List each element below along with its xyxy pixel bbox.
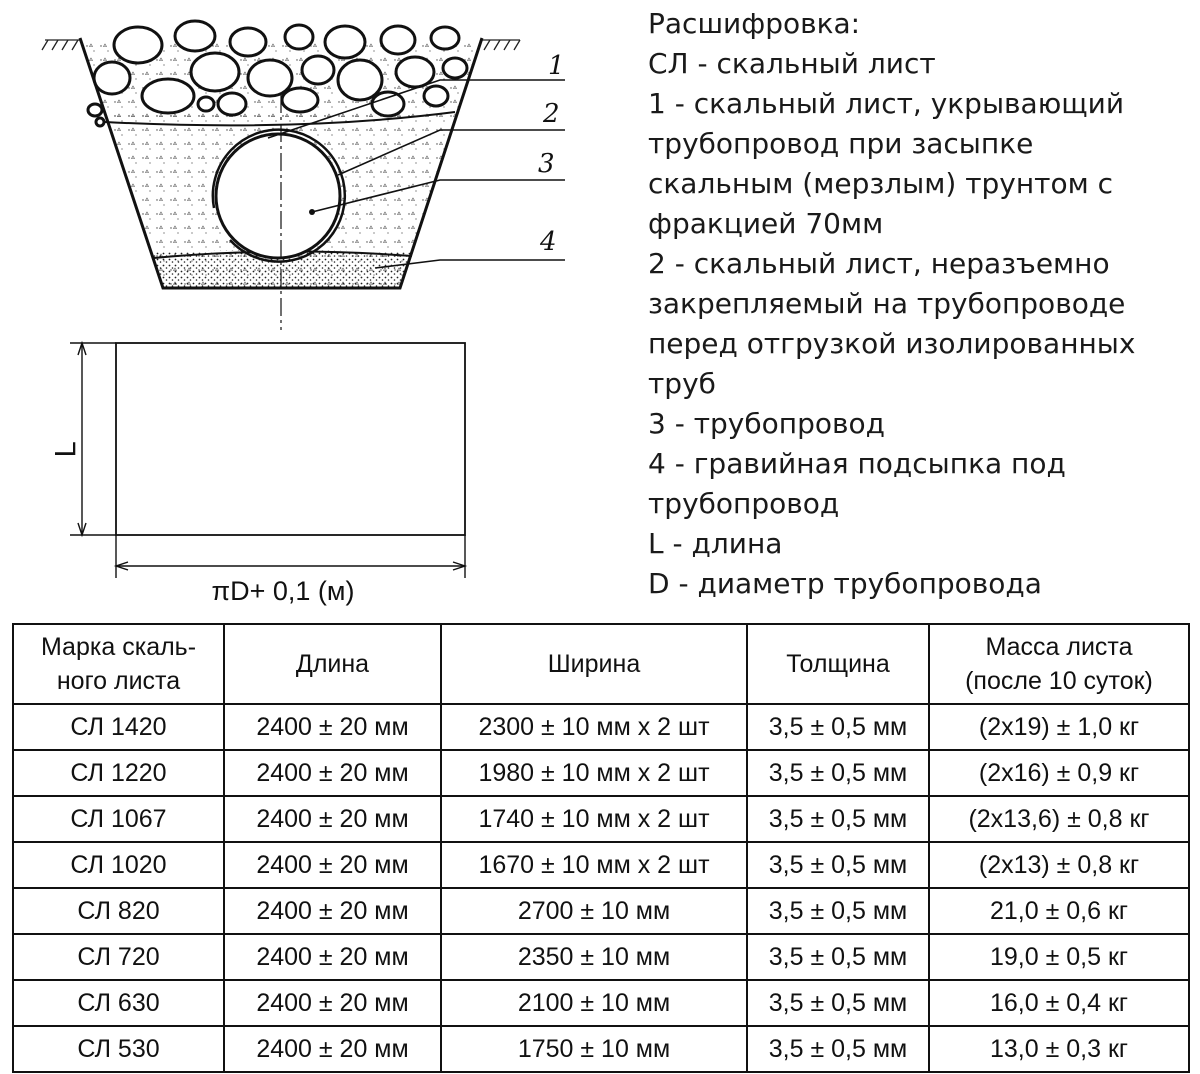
legend-line: СЛ - скальный лист [648,47,936,80]
thickness-cell: 3,5 ± 0,5 мм [747,888,929,934]
grade-cell: СЛ 720 [13,934,224,980]
legend-line: L - длина [648,527,783,560]
sheet-rectangle [116,343,465,535]
table-row [13,1026,1189,1072]
callout-3: 3 [538,149,555,179]
mass-cell: (2х16) ± 0,9 кг [929,750,1189,796]
length-label: L [49,442,82,458]
grade-cell: СЛ 820 [13,888,224,934]
length-cell: 2400 ± 20 мм [224,750,441,796]
table-header-row [13,624,1189,704]
callout-2: 2 [543,99,560,129]
mass-cell: (2х13,6) ± 0,8 кг [929,796,1189,842]
legend-line: 1 - скальный лист, укрывающий [648,87,1125,120]
thickness-cell: 3,5 ± 0,5 мм [747,980,929,1026]
header-width: Ширина [441,624,747,704]
legend-line: трубопровод при засыпке [648,127,1034,160]
table-row [13,750,1189,796]
grade-cell: СЛ 630 [13,980,224,1026]
spec-table [12,623,1190,1073]
width-dimension [116,535,465,578]
legend-line: трубопровод [648,487,840,520]
length-dimension [70,343,116,535]
length-cell: 2400 ± 20 мм [224,934,441,980]
thickness-cell: 3,5 ± 0,5 мм [747,750,929,796]
width-cell: 2100 ± 10 мм [441,980,747,1026]
length-cell: 2400 ± 20 мм [224,796,441,842]
table-row [13,842,1189,888]
width-cell: 2350 ± 10 мм [441,934,747,980]
header-grade: Марка скаль- ного листа [13,624,224,704]
legend-line: 2 - скальный лист, неразъемно [648,247,1110,280]
width-cell: 2300 ± 10 мм х 2 шт [441,704,747,750]
header-thickness: Толщина [747,624,929,704]
thickness-cell: 3,5 ± 0,5 мм [747,1026,929,1072]
width-cell: 1740 ± 10 мм х 2 шт [441,796,747,842]
mass-cell: 19,0 ± 0,5 кг [929,934,1189,980]
table-row [13,704,1189,750]
length-cell: 2400 ± 20 мм [224,704,441,750]
grade-cell: СЛ 1020 [13,842,224,888]
grade-cell: СЛ 530 [13,1026,224,1072]
mass-cell: (2х13) ± 0,8 кг [929,842,1189,888]
trench-diagram [0,0,640,610]
grade-cell: СЛ 1220 [13,750,224,796]
table-body [13,704,1189,1072]
legend-line: 4 - гравийная подсыпка под [648,447,1066,480]
legend [648,4,1193,604]
table-row [13,934,1189,980]
width-label: πD+ 0,1 (м) [211,576,355,606]
pipe [213,130,345,262]
callout-1: 1 [548,51,565,81]
grade-cell: СЛ 1420 [13,704,224,750]
thickness-cell: 3,5 ± 0,5 мм [747,704,929,750]
legend-line: закрепляемый на трубопроводе [648,287,1126,320]
length-cell: 2400 ± 20 мм [224,888,441,934]
callout-4: 4 [540,227,557,257]
legend-line: труб [648,367,716,400]
legend-line: фракцией 70мм [648,207,884,240]
thickness-cell: 3,5 ± 0,5 мм [747,796,929,842]
legend-line: скальным (мерзлым) трунтом с [648,167,1114,200]
width-cell: 1750 ± 10 мм [441,1026,747,1072]
grade-cell: СЛ 1067 [13,796,224,842]
mass-cell: 21,0 ± 0,6 кг [929,888,1189,934]
length-cell: 2400 ± 20 мм [224,842,441,888]
legend-line: D - диаметр трубопровода [648,567,1042,600]
header-length: Длина [224,624,441,704]
legend-line: 3 - трубопровод [648,407,885,440]
length-cell: 2400 ± 20 мм [224,980,441,1026]
width-cell: 1670 ± 10 мм х 2 шт [441,842,747,888]
thickness-cell: 3,5 ± 0,5 мм [747,934,929,980]
length-cell: 2400 ± 20 мм [224,1026,441,1072]
mass-cell: (2х19) ± 1,0 кг [929,704,1189,750]
table-row [13,980,1189,1026]
legend-line: перед отгрузкой изолированных [648,327,1136,360]
table-row [13,796,1189,842]
mass-cell: 16,0 ± 0,4 кг [929,980,1189,1026]
mass-cell: 13,0 ± 0,3 кг [929,1026,1189,1072]
thickness-cell: 3,5 ± 0,5 мм [747,842,929,888]
table-row [13,888,1189,934]
legend-line: Расшифровка: [648,7,861,40]
header-mass: Масса листа (после 10 суток) [929,624,1189,704]
width-cell: 2700 ± 10 мм [441,888,747,934]
width-cell: 1980 ± 10 мм х 2 шт [441,750,747,796]
